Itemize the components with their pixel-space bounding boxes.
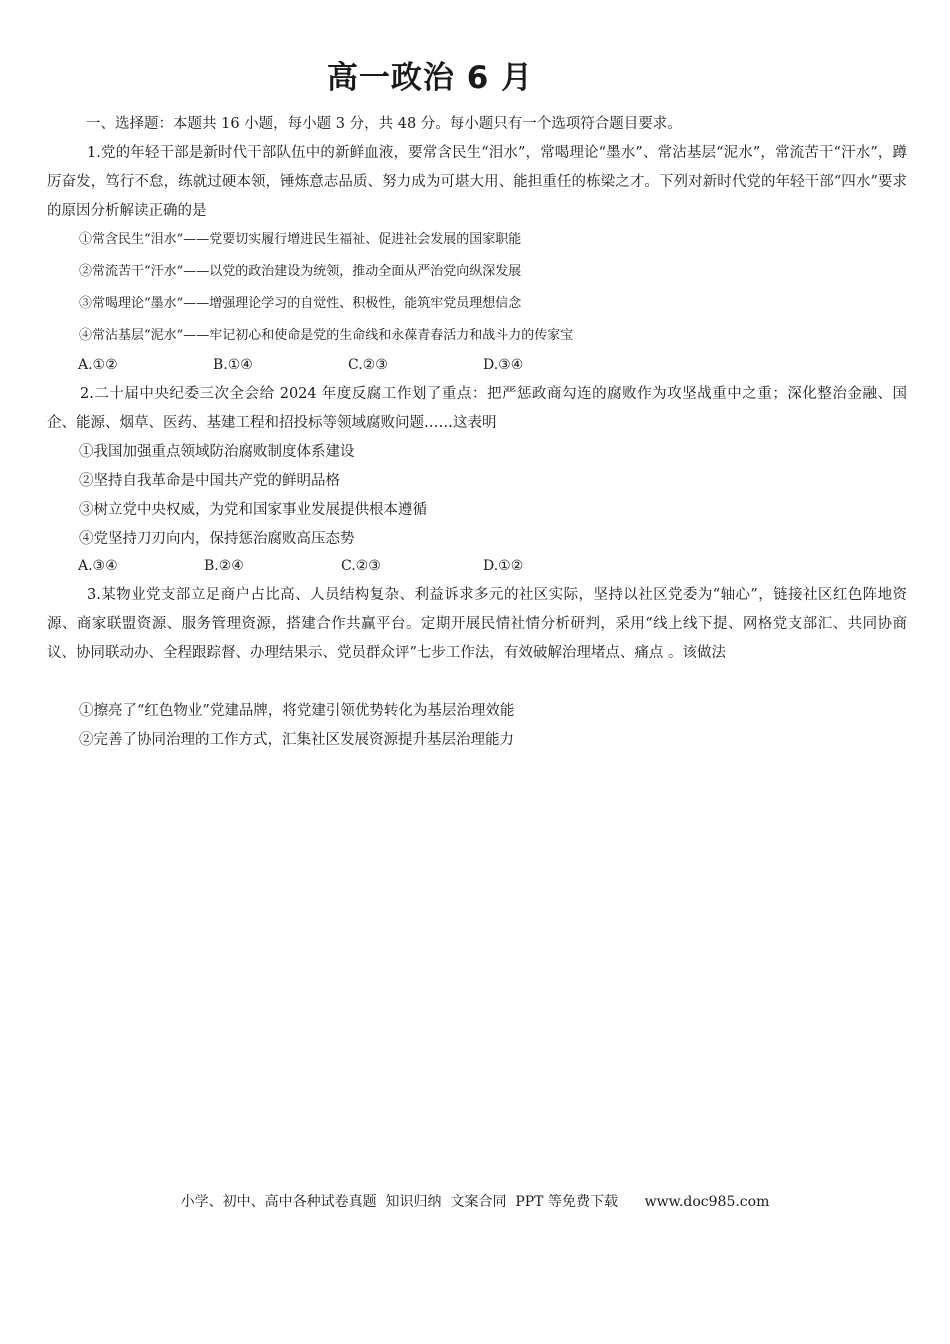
q2-option-c: C.②③ [341, 558, 381, 574]
question-2-stem: 2.二十届中央纪委三次全会给 2024 年度反腐工作划了重点：把严惩政商勾连的腐败作为攻坚战重中之重；深化整治金融、国企、能源、烟草、医药、基建工程和招投标等领域腐败问题……这表明 [47, 386, 907, 431]
q1-item-2: ②常流苦干“汗水”——以党的政治建设为统领，推动全面从严治党向纵深发展 [79, 264, 522, 279]
q2-item-1: ①我国加强重点领域防治腐败制度体系建设 [79, 444, 355, 460]
q1-option-b: B.①④ [213, 357, 253, 373]
q2-item-3: ③树立党中央权威，为党和国家事业发展提供根本遵循 [79, 502, 427, 518]
question-3-stem: 3.某物业党支部立足商户占比高、人员结构复杂、利益诉求多元的社区实际，坚持以社区党委为“轴心”，链接社区红色阵地资源、商家联盟资源、服务管理资源，搭建合作共赢平台。定期开展民情社情分析研判，采用“线上线下提、网格党支部汇、共同协商议、协同联动办、全程跟踪督、办理结果示、党员群众评”七步工作法，有效破解治理堵点、痛点 。该做法 [47, 587, 907, 661]
q3-item-2: ②完善了协同治理的工作方式，汇集社区发展资源提升基层治理能力 [79, 732, 514, 748]
q1-item-3: ③常喝理论“墨水”——增强理论学习的自觉性、积极性，能筑牢党员理想信念 [79, 296, 522, 311]
q1-item-1: ①常含民生“泪水”——党要切实履行增进民生福祉、促进社会发展的国家职能 [79, 232, 522, 247]
q1-option-d: D.③④ [483, 357, 524, 373]
q1-option-a: A.①② [78, 357, 118, 373]
q1-option-c: C.②③ [348, 357, 388, 373]
section-heading: 一、选择题：本题共 16 小题，每小题 3 分，共 48 分。每小题只有一个选项符合题目要求。 [86, 116, 682, 132]
q1-item-4: ④常沾基层“泥水”——牢记初心和使命是党的生命线和永葆青春活力和战斗力的传家宝 [79, 328, 574, 343]
q2-option-b: B.②④ [204, 558, 244, 574]
page-title: 高一政治 6 月 [326, 60, 534, 96]
question-1-stem: 1.党的年轻干部是新时代干部队伍中的新鲜血液，要常含民生“泪水”，常喝理论“墨水”、常沾基层“泥水”，常流苦干“汗水”，蹲厉奋发，笃行不怠，练就过硬本领，锤炼意志品质、努力成为可堪大用、能担重任的栋梁之才。下列对新时代党的年轻干部“四水”要求的原因分析解读正确的是 [47, 145, 907, 219]
page-footer: 小学、初中、高中各种试卷真题 知识归纳 文案合同 PPT 等免费下载 www.doc985.com [180, 1194, 770, 1210]
q2-option-d: D.①② [483, 558, 524, 574]
q2-option-a: A.③④ [78, 558, 118, 574]
q2-item-4: ④党坚持刀刃向内，保持惩治腐败高压态势 [79, 531, 355, 547]
q2-item-2: ②坚持自我革命是中国共产党的鲜明品格 [79, 473, 340, 489]
q3-item-1: ①擦亮了“红色物业”党建品牌，将党建引领优势转化为基层治理效能 [79, 703, 515, 719]
